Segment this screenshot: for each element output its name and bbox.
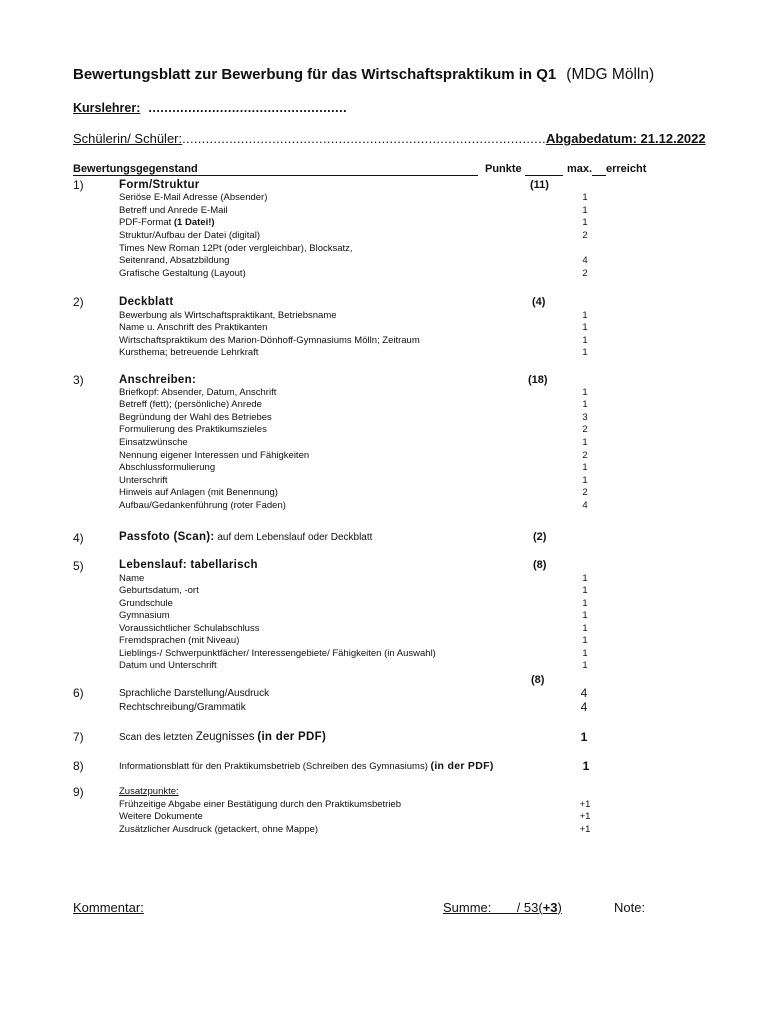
- criterion-points: 1: [582, 205, 588, 216]
- criterion: Wirtschaftspraktikum des Marion-Dönhoff-Gymnasiums Mölln; Zeitraum: [119, 335, 420, 346]
- student-field: .............................................................................................: [182, 131, 546, 146]
- criterion-points: 1: [582, 322, 588, 333]
- criterion-points: 4: [582, 255, 588, 266]
- sum-value: / 53(: [516, 900, 543, 915]
- kurslehrer-line: [73, 101, 347, 115]
- criterion: Rechtschreibung/Grammatik: [119, 702, 246, 713]
- section-text: Scan des letzten: [119, 732, 193, 743]
- criterion: Fremdsprachen (mit Niveau): [119, 635, 240, 646]
- criterion: Name: [119, 573, 145, 584]
- section-title: Zusatzpunkte:: [119, 786, 179, 797]
- criterion: Formulierung des Praktikumszieles: [119, 424, 267, 435]
- criterion: Datum und Unterschrift: [119, 660, 217, 671]
- criterion: Kursthema; betreuende Lehrkraft: [119, 347, 259, 358]
- header-rule-3: [592, 175, 606, 176]
- criterion-points: 2: [582, 424, 588, 435]
- section-total: (8): [533, 559, 547, 571]
- criterion-points: 1: [582, 217, 588, 228]
- comment-label: Kommentar:: [73, 900, 144, 915]
- criterion-points: 1: [582, 648, 588, 659]
- section-title: Deckblatt: [119, 296, 174, 308]
- criterion-points: 1: [582, 598, 588, 609]
- section-title-suffix: auf dem Lebenslauf oder Deckblatt: [217, 532, 373, 543]
- criterion-points: 2: [582, 450, 588, 461]
- due-date: Abgabedatum: 21.12.2022: [545, 131, 706, 146]
- grade-label: Note:: [614, 900, 646, 915]
- section-number: 1): [73, 178, 84, 192]
- criterion-points: 1: [582, 437, 588, 448]
- sum-bonus: +3: [542, 900, 558, 915]
- section-points: 1: [582, 759, 590, 773]
- section-total: (4): [532, 296, 546, 308]
- criterion: Grafische Gestaltung (Layout): [119, 268, 246, 279]
- criterion: Bewerbung als Wirtschaftspraktikant, Betriebsname: [119, 310, 337, 321]
- sum-field: [443, 900, 562, 915]
- header-rule: [73, 175, 478, 176]
- section-total: (8): [531, 674, 545, 686]
- section-text: Informationsblatt für den Praktikumsbetrieb (Schreiben des Gymnasiums): [119, 761, 428, 772]
- criterion: Seriöse E-Mail Adresse (Absender): [119, 192, 268, 203]
- criterion-points: 1: [582, 610, 588, 621]
- section-title: Form/Struktur: [119, 179, 200, 191]
- sum-label: Summe:: [443, 900, 492, 915]
- criterion: [119, 217, 215, 228]
- kurslehrer-field: ..................................................: [148, 101, 348, 115]
- criterion-points: 1: [582, 623, 588, 634]
- criterion-points: +1: [579, 811, 591, 822]
- criterion-points: 1: [582, 310, 588, 321]
- criterion: Struktur/Aufbau der Datei (digital): [119, 230, 260, 241]
- criterion-points: 3: [582, 412, 588, 423]
- school-name: (MDG Mölln): [566, 66, 655, 83]
- criterion-points: +1: [579, 824, 591, 835]
- criterion-points: 4: [580, 686, 588, 700]
- criterion: Begründung der Wahl des Betriebes: [119, 412, 272, 423]
- header-subject: Bewertungsgegenstand: [73, 163, 198, 175]
- section-number: 9): [73, 785, 84, 799]
- section-number: 7): [73, 730, 84, 744]
- section-total: (2): [533, 531, 547, 543]
- criterion-points: 1: [582, 585, 588, 596]
- criterion: Zusätzlicher Ausdruck (getackert, ohne Mappe): [119, 824, 319, 835]
- criterion: Weitere Dokumente: [119, 811, 203, 822]
- title-text: Bewertungsblatt zur Bewerbung für das Wirtschaftspraktikum in Q1: [73, 66, 557, 83]
- header-achieved: erreicht: [606, 163, 647, 175]
- header-points: Punkte: [485, 163, 522, 175]
- criterion-points: 1: [582, 387, 588, 398]
- criterion-points: 1: [582, 399, 588, 410]
- criterion: Hinweis auf Anlagen (mit Benennung): [119, 487, 278, 498]
- criterion: Unterschrift: [119, 475, 168, 486]
- criterion: Betreff (fett); (persönliche) Anrede: [119, 399, 262, 410]
- section-text-bold: (in der PDF): [257, 731, 327, 743]
- section-title: [119, 731, 326, 743]
- header-max: max.: [567, 163, 593, 175]
- criterion: Geburtsdatum, -ort: [119, 585, 199, 596]
- kurslehrer-label: Kurslehrer:: [73, 101, 141, 115]
- criterion: Name u. Anschrift des Praktikanten: [119, 322, 268, 333]
- criterion-points: 2: [582, 487, 588, 498]
- criterion: Sprachliche Darstellung/Ausdruck: [119, 688, 270, 699]
- section-number: 3): [73, 373, 84, 387]
- section-number: 4): [73, 531, 84, 545]
- criterion-points: +1: [579, 799, 591, 810]
- criterion: Nennung eigener Interessen und Fähigkeiten: [119, 450, 310, 461]
- section-text-mid: Zeugnisses: [195, 731, 255, 743]
- page-title: [73, 66, 654, 84]
- section-number: 5): [73, 559, 84, 573]
- criterion-text: PDF-Format: [119, 217, 172, 228]
- criterion-points: 1: [582, 347, 588, 358]
- criterion-points: 1: [582, 335, 588, 346]
- criterion-points: 1: [582, 192, 588, 203]
- criterion: Seitenrand, Absatzbildung: [119, 255, 230, 266]
- criterion-points: 1: [582, 462, 588, 473]
- criterion: Briefkopf: Absender, Datum, Anschrift: [119, 387, 277, 398]
- criterion: Voraussichtlicher Schulabschluss: [119, 623, 260, 634]
- section-number: 2): [73, 295, 84, 309]
- criterion: Lieblings-/ Schwerpunktfächer/ Interessengebiete/ Fähigkeiten (in Auswahl): [119, 648, 436, 659]
- student-line: [73, 131, 706, 146]
- section-total: (11): [530, 179, 549, 191]
- section-title: [119, 760, 494, 772]
- criterion: Grundschule: [119, 598, 173, 609]
- student-label: Schülerin/ Schüler:: [73, 131, 183, 146]
- header-rule-2: [525, 175, 563, 176]
- section-points: 1: [580, 730, 588, 744]
- criterion: Abschlussformulierung: [119, 462, 216, 473]
- criterion-points: 1: [582, 573, 588, 584]
- criterion: Einsatzwünsche: [119, 437, 188, 448]
- section-title-bold: Passfoto (Scan):: [119, 531, 215, 543]
- section-text-bold: (in der PDF): [430, 760, 494, 772]
- criterion-points: 1: [582, 660, 588, 671]
- criterion-points: 2: [582, 230, 588, 241]
- criterion-points: 1: [582, 635, 588, 646]
- section-title: [119, 531, 372, 543]
- section-title: Anschreiben:: [119, 374, 197, 386]
- criterion: Aufbau/Gedankenführung (roter Faden): [119, 500, 286, 511]
- criterion-points: 4: [580, 700, 588, 714]
- section-number: 8): [73, 759, 84, 773]
- criterion-points: 2: [582, 268, 588, 279]
- sum-close: ): [557, 900, 562, 915]
- criterion: Frühzeitige Abgabe einer Bestätigung durch den Praktikumsbetrieb: [119, 799, 402, 810]
- criterion-emphasis: (1 Datei!): [173, 217, 215, 228]
- section-title: Lebenslauf: tabellarisch: [119, 559, 258, 571]
- criterion: Gymnasium: [119, 610, 170, 621]
- criterion-points: 1: [582, 475, 588, 486]
- criterion: Times New Roman 12Pt (oder vergleichbar), Blocksatz,: [119, 243, 353, 254]
- section-number: 6): [73, 686, 84, 700]
- criterion: Betreff und Anrede E-Mail: [119, 205, 228, 216]
- criterion-points: 4: [582, 500, 588, 511]
- section-total: (18): [528, 374, 548, 386]
